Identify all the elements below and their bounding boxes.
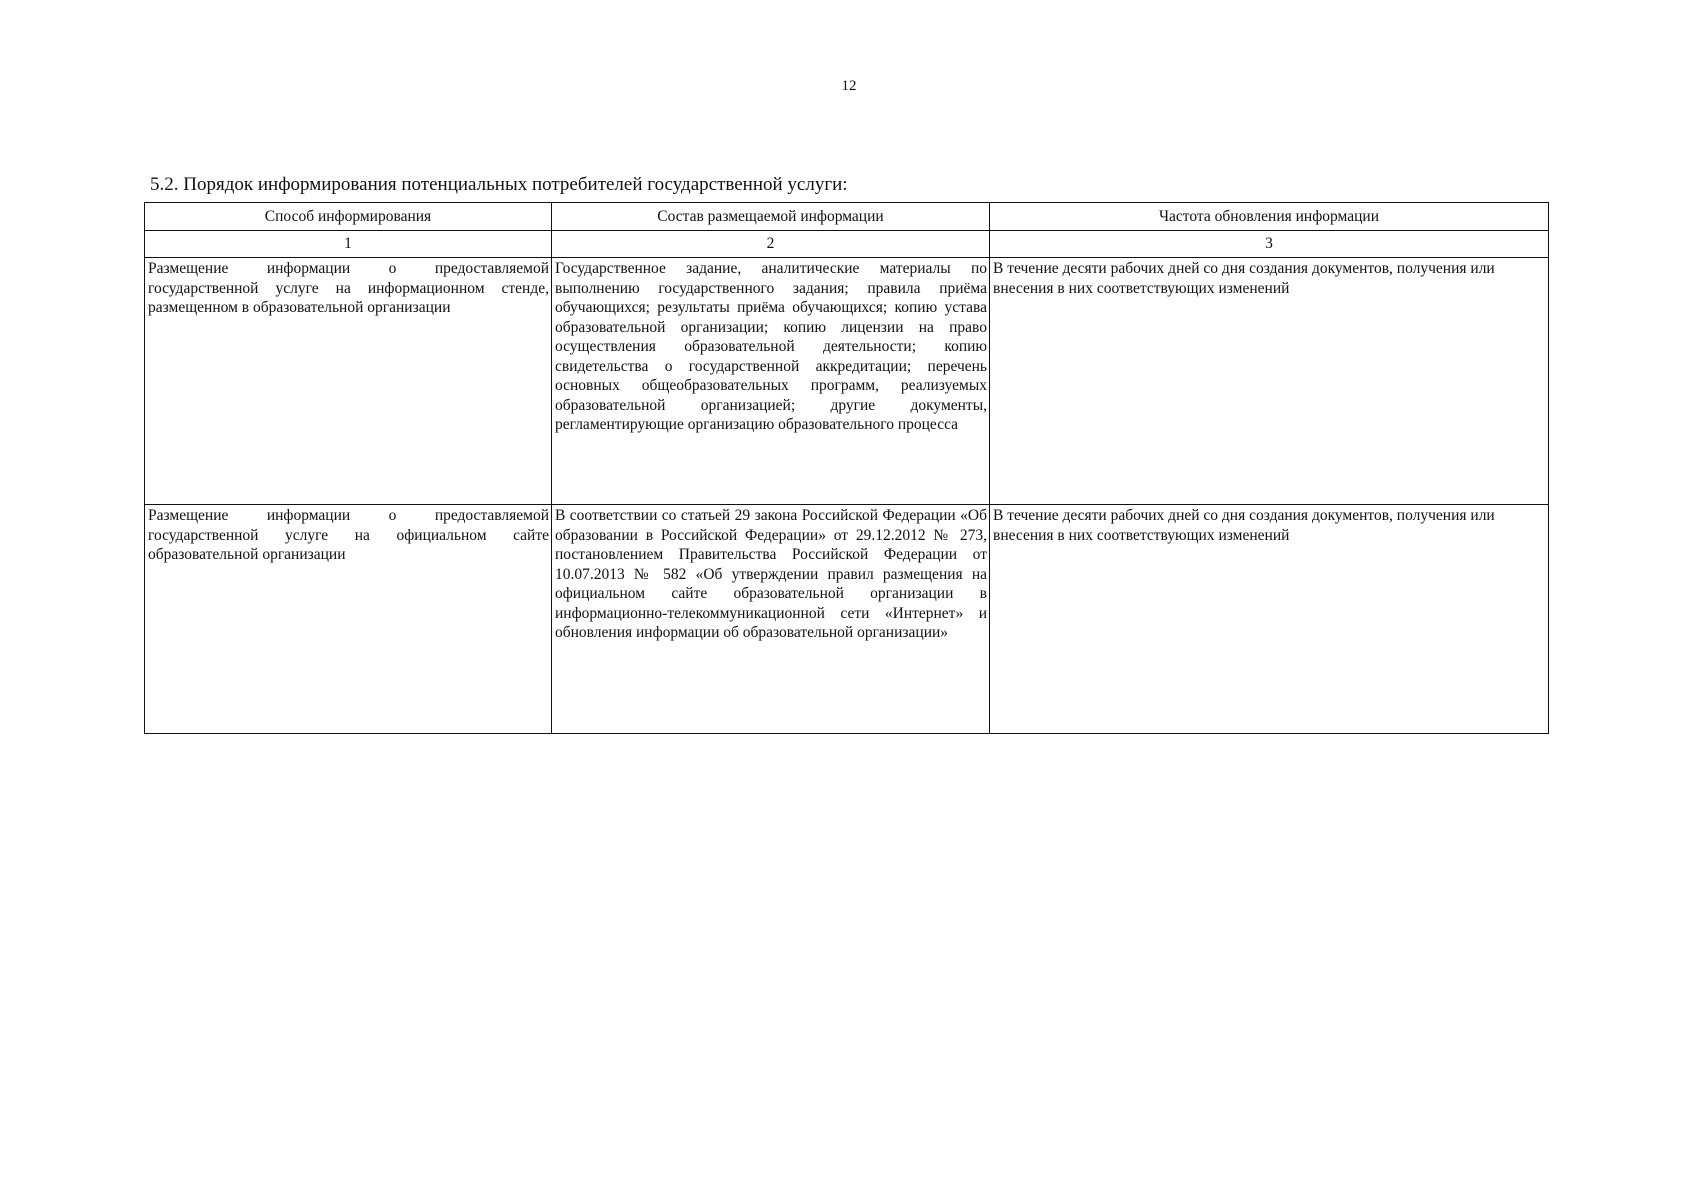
cell-frequency: В течение десяти рабочих дней со дня создания документов, получения или внесения в них соответствующих изменений	[990, 505, 1549, 734]
section-title: 5.2. Порядок информирования потенциальных потребителей государственной услуги:	[150, 174, 848, 195]
cell-method: Размещение информации о предоставляемой государственной услуге на информационном стенде, размещенном в образовательной организации	[145, 258, 552, 505]
column-number-1: 1	[145, 231, 552, 258]
column-number-row	[145, 231, 1549, 258]
header-content: Состав размещаемой информации	[552, 203, 990, 231]
header-method: Способ информирования	[145, 203, 552, 231]
cell-content: Государственное задание, аналитические материалы по выполнению государственного задания; правила приёма обучающихся; результаты приёма обучающихся; копию устава образовательной организации; копию лицензии на право осуществления образовательной деятельности; копию свидетельства о государственной аккредитации; перечень основных общеобразовательных программ, реализуемых образовательной организацией; другие документы, регламентирующие организацию образовательного процесса	[552, 258, 990, 505]
cell-frequency: В течение десяти рабочих дней со дня создания документов, получения или внесения в них соответствующих изменений	[990, 258, 1549, 505]
cell-method: Размещение информации о предоставляемой государственной услуге на официальном сайте образовательной организации	[145, 505, 552, 734]
table-row	[145, 505, 1549, 734]
page-number: 12	[841, 78, 857, 94]
column-number-2: 2	[552, 231, 990, 258]
table-row	[145, 258, 1549, 505]
table-header-row	[145, 203, 1549, 231]
header-frequency: Частота обновления информации	[990, 203, 1549, 231]
informing-table	[144, 202, 1549, 734]
column-number-3: 3	[990, 231, 1549, 258]
cell-content: В соответствии со статьей 29 закона Российской Федерации «Об образовании в Российской Федерации» от 29.12.2012 № 273, постановлением Правительства Российской Федерации от 10.07.2013 № 582 «Об утверждении правил размещения на официальном сайте образовательной организации в информационно-телекоммуникационной сети «Интернет» и обновления информации об образовательной организации»	[552, 505, 990, 734]
